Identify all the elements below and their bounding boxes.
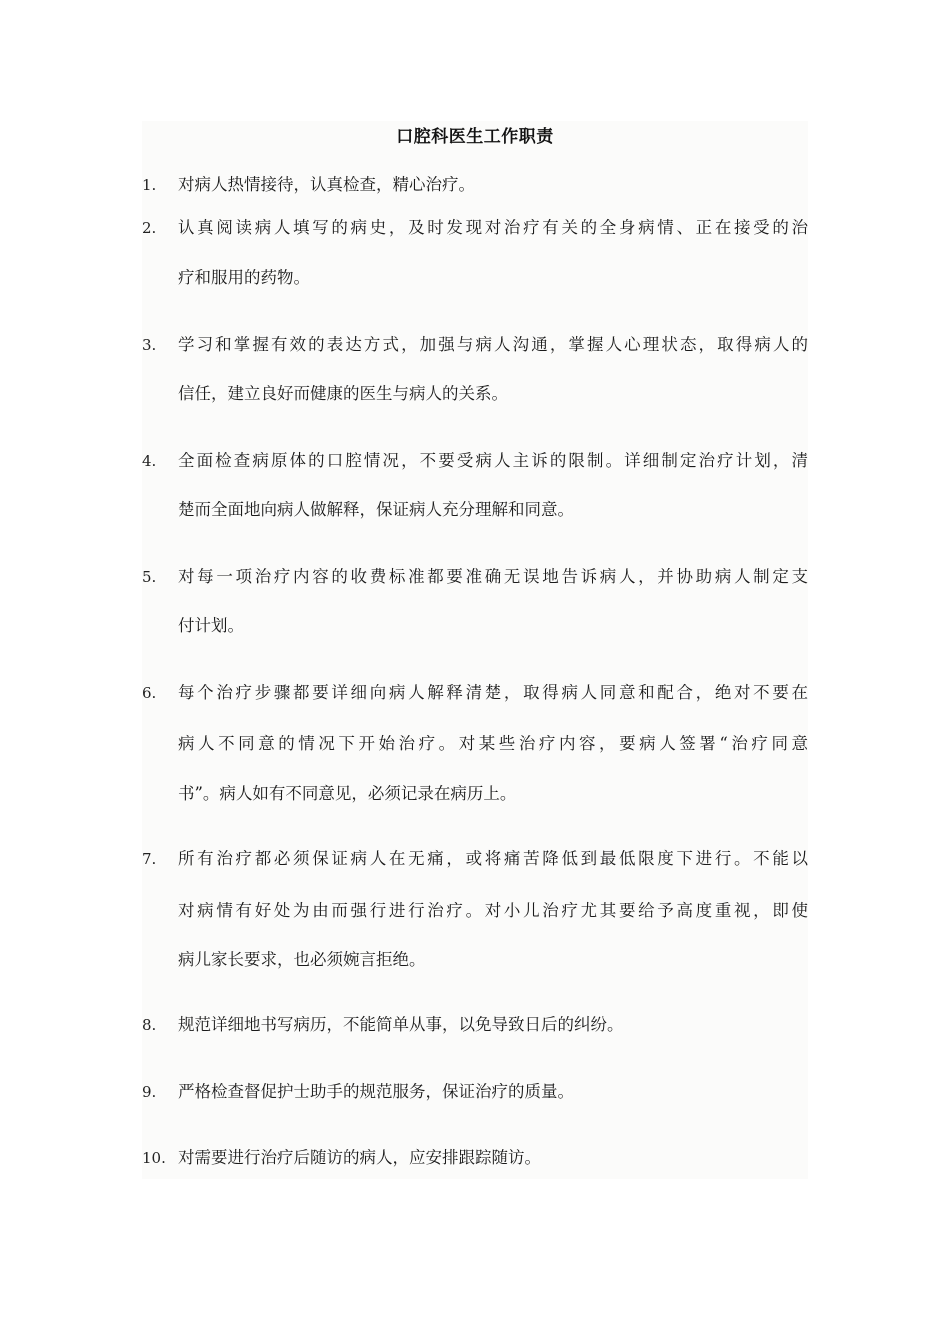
item-text-line: 所有治疗都必须保证病人在无痛，或将痛苦降低到最低限度下进行。不能以 (178, 849, 808, 868)
item-text-line: 认真阅读病人填写的病史，及时发现对治疗有关的全身病情、正在接受的治 (178, 218, 808, 237)
item-text-line: 付计划。 (178, 616, 244, 635)
item-text-line: 严格检查督促护士助手的规范服务，保证治疗的质量。 (178, 1082, 574, 1101)
item-text-line: 对需要进行治疗后随访的病人，应安排跟踪随访。 (178, 1148, 541, 1167)
item-number: 10. (142, 1149, 166, 1167)
item-text-line: 学习和掌握有效的表达方式，加强与病人沟通，掌握人心理状态，取得病人的 (178, 335, 808, 354)
item-number: 7. (142, 850, 157, 868)
item-number: 5. (142, 568, 157, 586)
item-text-line: 对病人热情接待，认真检查，精心治疗。 (178, 175, 475, 194)
item-text-line: 楚而全面地向病人做解释，保证病人充分理解和同意。 (178, 500, 574, 519)
item-number: 1. (142, 176, 157, 194)
item-text-line: 全面检查病原体的口腔情况，不要受病人主诉的限制。详细制定治疗计划，清 (178, 451, 808, 470)
item-number: 6. (142, 684, 157, 702)
item-number: 9. (142, 1083, 157, 1101)
item-number: 4. (142, 452, 157, 470)
page-title: 口腔科医生工作职责 (396, 127, 554, 147)
item-text-line: 每个治疗步骤都要详细向病人解释清楚，取得病人同意和配合，绝对不要在 (178, 683, 808, 702)
item-text-line: 对病情有好处为由而强行进行治疗。对小儿治疗尤其要给予高度重视，即使 (178, 901, 808, 920)
item-text-line: 对每一项治疗内容的收费标准都要准确无误地告诉病人，并协助病人制定支 (178, 567, 808, 586)
item-text-line: 病儿家长要求，也必须婉言拒绝。 (178, 950, 426, 969)
item-text-line: 规范详细地书写病历，不能简单从事，以免导致日后的纠纷。 (178, 1015, 624, 1034)
item-text-line: 信任，建立良好而健康的医生与病人的关系。 (178, 384, 508, 403)
item-number: 3. (142, 336, 157, 354)
item-number: 2. (142, 219, 157, 237)
item-text-line: 病人不同意的情况下开始治疗。对某些治疗内容，要病人签署“治疗同意 (178, 734, 808, 753)
item-number: 8. (142, 1016, 157, 1034)
item-text-line: 疗和服用的药物。 (178, 268, 310, 287)
item-text-line: 书”。病人如有不同意见，必须记录在病历上。 (178, 784, 517, 803)
